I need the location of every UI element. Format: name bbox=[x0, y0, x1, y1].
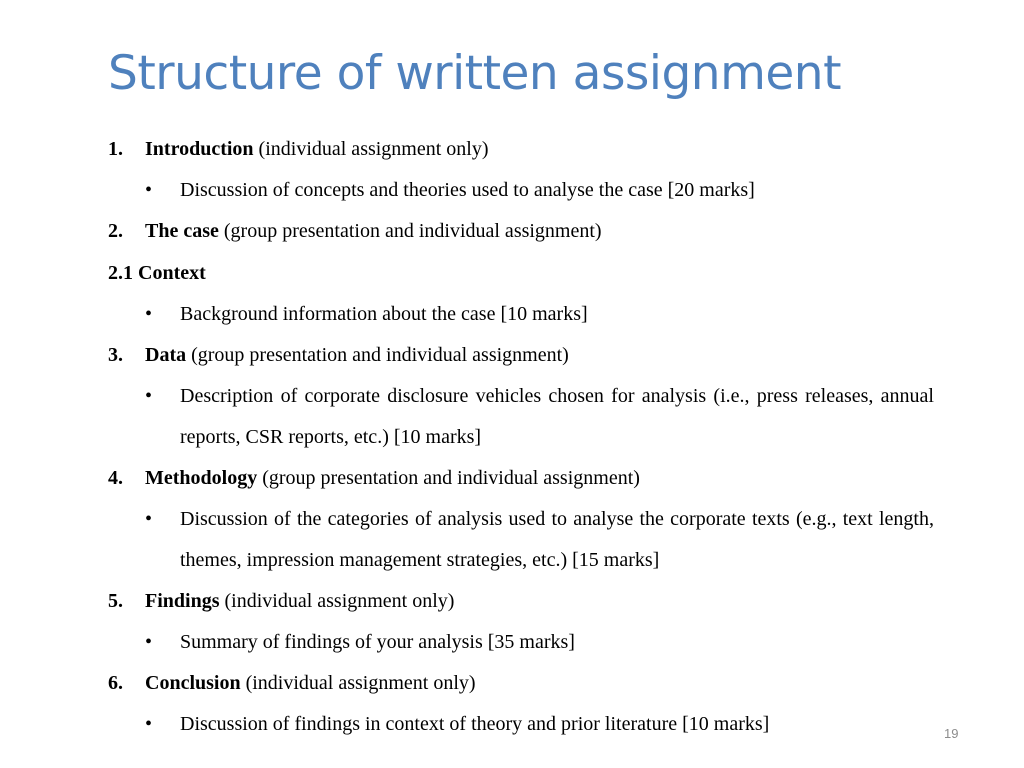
bullet-item bbox=[108, 376, 934, 458]
bullet-text: Discussion of the categories of analysis used to analyse the corporate texts (e.g., text length, themes, impression management strategies, etc.) [15 marks] bbox=[180, 508, 934, 571]
slide-title: Structure of written assignment bbox=[108, 46, 842, 101]
section-introduction bbox=[108, 136, 934, 162]
bullet-text: Background information about the case [10 marks] bbox=[180, 303, 588, 325]
bullet-item bbox=[108, 704, 934, 745]
bullet-icon: • bbox=[145, 303, 153, 325]
section-methodology bbox=[108, 465, 934, 491]
section-note: (individual assignment only) bbox=[219, 590, 455, 612]
section-number: 5. bbox=[108, 590, 123, 612]
section-note: (group presentation and individual assignment) bbox=[257, 467, 640, 489]
section-data bbox=[108, 342, 934, 368]
section-keyword: Methodology bbox=[145, 467, 258, 489]
section-note: (individual assignment only) bbox=[253, 138, 489, 160]
section-findings bbox=[108, 588, 934, 614]
section-number: 2. bbox=[108, 220, 123, 242]
section-number: 6. bbox=[108, 672, 123, 694]
bullet-item bbox=[108, 170, 934, 211]
section-number: 3. bbox=[108, 344, 123, 366]
section-number: 4. bbox=[108, 467, 123, 489]
bullet-icon: • bbox=[145, 179, 153, 201]
bullet-icon: • bbox=[145, 508, 153, 530]
subheading-context: 2.1 Context bbox=[108, 262, 206, 284]
section-number: 1. bbox=[108, 138, 123, 160]
bullet-text: Discussion of concepts and theories used to analyse the case [20 marks] bbox=[180, 179, 755, 201]
bullet-icon: • bbox=[145, 713, 153, 735]
section-keyword: The case bbox=[145, 220, 219, 242]
section-note: (individual assignment only) bbox=[240, 672, 476, 694]
section-the-case bbox=[108, 218, 934, 244]
bullet-text: Discussion of findings in context of theory and prior literature [10 marks] bbox=[180, 713, 770, 735]
bullet-item bbox=[108, 294, 934, 335]
section-conclusion bbox=[108, 670, 934, 696]
section-note: (group presentation and individual assignment) bbox=[218, 220, 602, 242]
section-note: (group presentation and individual assignment) bbox=[186, 344, 569, 366]
bullet-icon: • bbox=[145, 631, 153, 653]
bullet-item bbox=[108, 622, 934, 663]
section-keyword: Findings bbox=[145, 590, 220, 612]
section-keyword: Data bbox=[145, 344, 187, 366]
page-number: 19 bbox=[944, 726, 959, 741]
bullet-icon: • bbox=[145, 385, 153, 407]
assignment-outline bbox=[108, 136, 934, 752]
section-keyword: Conclusion bbox=[145, 672, 241, 694]
section-keyword: Introduction bbox=[145, 138, 254, 160]
bullet-text: Summary of findings of your analysis [35 marks] bbox=[180, 631, 575, 653]
bullet-text: Description of corporate disclosure vehicles chosen for analysis (i.e., press releases, annual reports, CSR reports, etc.) [10 marks] bbox=[180, 385, 934, 448]
bullet-item bbox=[108, 499, 934, 581]
